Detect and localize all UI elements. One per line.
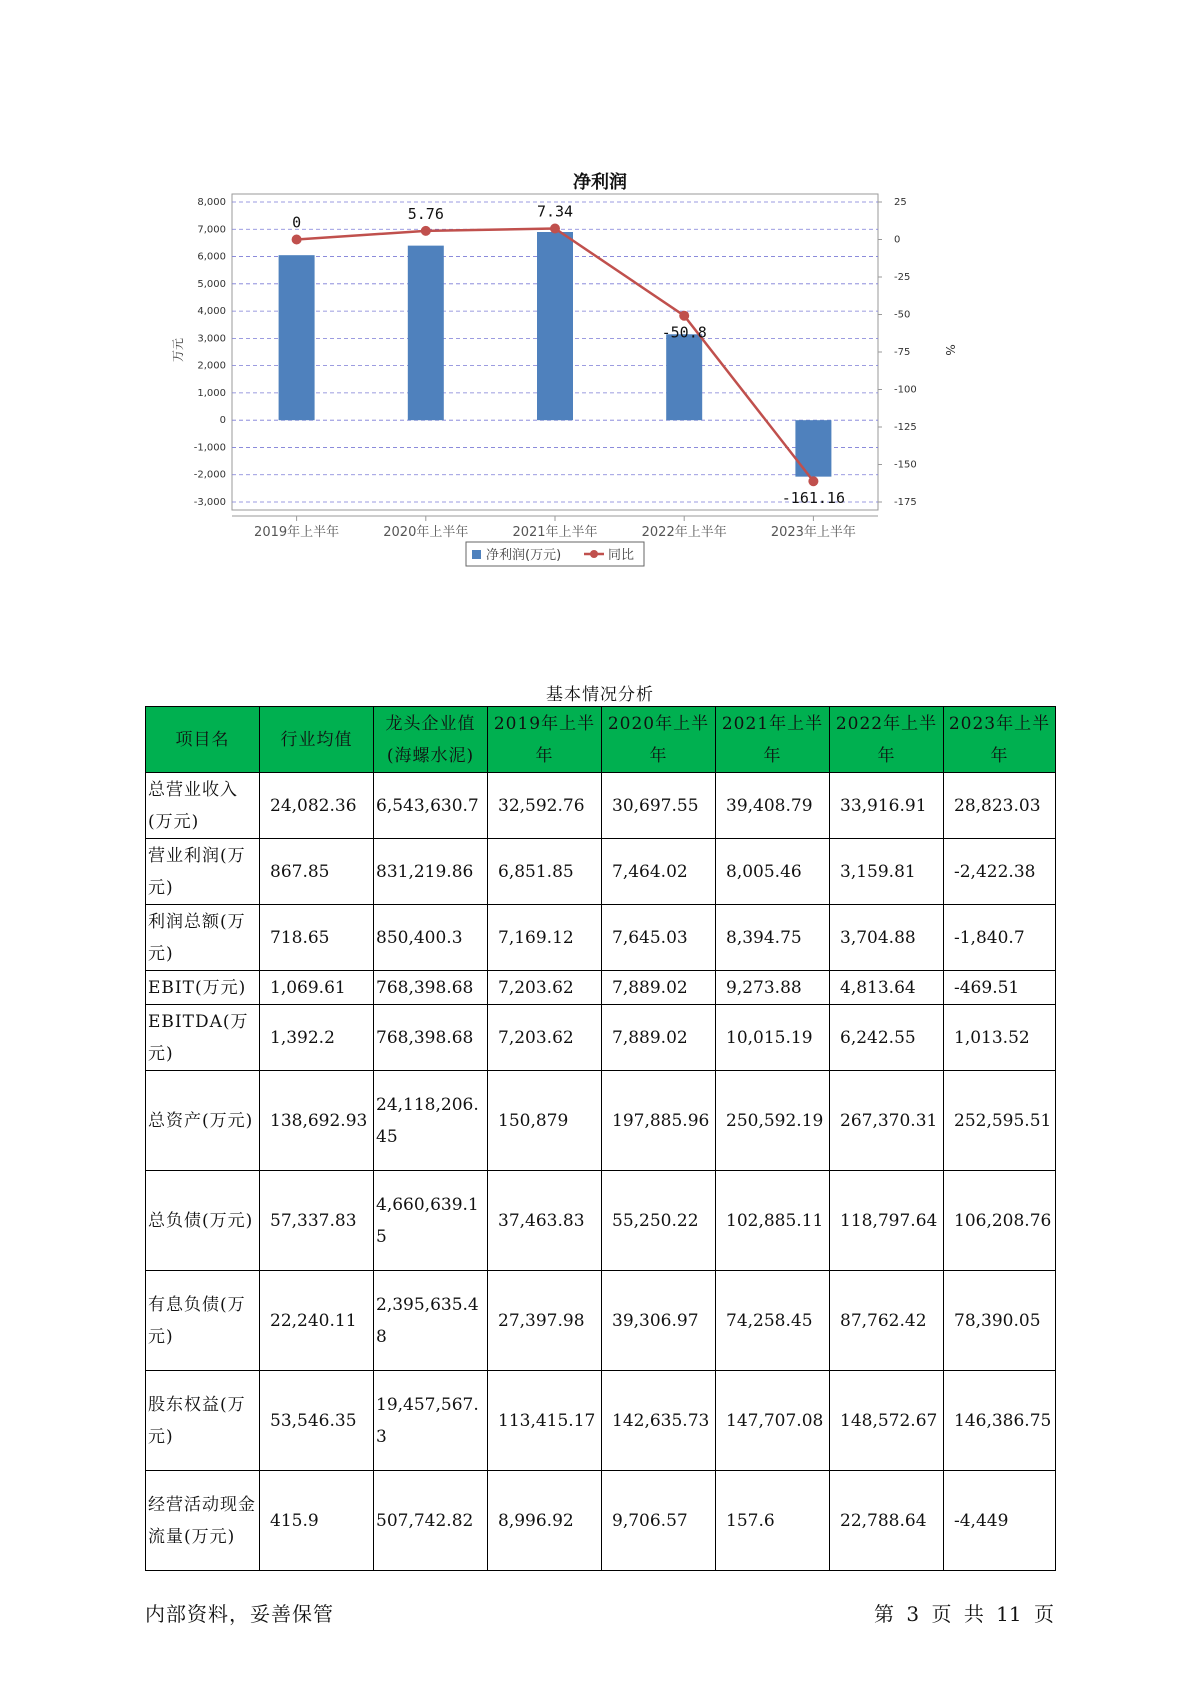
value-cell: 78,390.05 <box>944 1271 1056 1371</box>
table-row <box>146 839 1056 905</box>
row-label-cell: 有息负债(万元) <box>146 1271 260 1371</box>
table-row <box>146 1005 1056 1071</box>
table-row <box>146 1371 1056 1471</box>
value-cell: 10,015.19 <box>716 1005 830 1071</box>
table-row <box>146 773 1056 839</box>
row-label-cell: 总资产(万元) <box>146 1071 260 1171</box>
value-cell: 28,823.03 <box>944 773 1056 839</box>
net-profit-chart <box>170 160 1020 630</box>
value-cell: 32,592.76 <box>488 773 602 839</box>
table-row <box>146 905 1056 971</box>
yoy-point <box>550 223 560 233</box>
value-cell: 7,464.02 <box>602 839 716 905</box>
value-cell: 1,069.61 <box>260 971 374 1005</box>
value-cell: 24,118,206.45 <box>374 1071 488 1171</box>
value-cell: 39,306.97 <box>602 1271 716 1371</box>
value-cell: 87,762.42 <box>830 1271 944 1371</box>
value-cell: 8,394.75 <box>716 905 830 971</box>
legend-line-marker <box>590 550 598 558</box>
right-tick-label: -175 <box>894 497 917 508</box>
left-tick-label: 2,000 <box>197 360 226 372</box>
value-cell: 4,660,639.15 <box>374 1171 488 1271</box>
value-cell: 507,742.82 <box>374 1471 488 1571</box>
footer-confidential: 内部资料，妥善保管 <box>145 1602 334 1626</box>
x-tick-label: 2020年上半年 <box>383 525 469 540</box>
value-cell: 7,889.02 <box>602 1005 716 1071</box>
right-tick-label: -125 <box>894 422 917 433</box>
value-cell: 150,879 <box>488 1071 602 1171</box>
row-label-cell: EBITDA(万元) <box>146 1005 260 1071</box>
legend-bar-swatch <box>472 550 481 559</box>
header-cell: 行业均值 <box>260 707 374 773</box>
left-axis-label: 万元 <box>171 337 185 363</box>
left-tick-label: 5,000 <box>197 278 226 290</box>
table-header-row <box>146 707 1056 773</box>
value-cell: 6,851.85 <box>488 839 602 905</box>
bar <box>666 334 702 420</box>
header-cell: 2020年上半年 <box>602 707 716 773</box>
row-label-cell: 总营业收入(万元) <box>146 773 260 839</box>
value-cell: 1,013.52 <box>944 1005 1056 1071</box>
value-cell: 39,408.79 <box>716 773 830 839</box>
data-label: 5.76 <box>407 204 444 223</box>
yoy-point <box>421 226 431 236</box>
value-cell: 6,543,630.7 <box>374 773 488 839</box>
value-cell: 146,386.75 <box>944 1371 1056 1471</box>
value-cell: -469.51 <box>944 971 1056 1005</box>
value-cell: 2,395,635.48 <box>374 1271 488 1371</box>
right-tick-label: -25 <box>894 272 911 283</box>
left-tick-label: -2,000 <box>193 469 226 481</box>
value-cell: 27,397.98 <box>488 1271 602 1371</box>
value-cell: 30,697.55 <box>602 773 716 839</box>
value-cell: 102,885.11 <box>716 1171 830 1271</box>
value-cell: 7,203.62 <box>488 971 602 1005</box>
x-tick-label: 2021年上半年 <box>512 525 598 540</box>
right-tick-label: -50 <box>894 309 911 321</box>
value-cell: 415.9 <box>260 1471 374 1571</box>
value-cell: 267,370.31 <box>830 1071 944 1171</box>
value-cell: 867.85 <box>260 839 374 905</box>
value-cell: 7,169.12 <box>488 905 602 971</box>
table-title: 基本情况分析 <box>546 685 654 705</box>
table-row <box>146 971 1056 1005</box>
table-row <box>146 1071 1056 1171</box>
value-cell: 768,398.68 <box>374 1005 488 1071</box>
header-cell: 2019年上半年 <box>488 707 602 773</box>
value-cell: 53,546.35 <box>260 1371 374 1471</box>
bar <box>279 255 315 420</box>
left-tick-label: 4,000 <box>197 306 226 318</box>
value-cell: 1,392.2 <box>260 1005 374 1071</box>
value-cell: 7,645.03 <box>602 905 716 971</box>
value-cell: 7,203.62 <box>488 1005 602 1071</box>
value-cell: -4,449 <box>944 1471 1056 1571</box>
value-cell: 250,592.19 <box>716 1071 830 1171</box>
value-cell: 9,706.57 <box>602 1471 716 1571</box>
left-tick-label: 7,000 <box>197 224 226 236</box>
value-cell: 831,219.86 <box>374 839 488 905</box>
right-tick-label: -100 <box>894 384 917 396</box>
row-label-cell: 营业利润(万元) <box>146 839 260 905</box>
right-tick-label: 0 <box>894 234 901 246</box>
value-cell: 33,916.91 <box>830 773 944 839</box>
value-cell: 7,889.02 <box>602 971 716 1005</box>
right-tick-label: -75 <box>894 347 911 358</box>
legend-line-label: 同比 <box>608 548 635 563</box>
x-tick-label: 2022年上半年 <box>641 525 727 540</box>
value-cell: 19,457,567.3 <box>374 1371 488 1471</box>
value-cell: 850,400.3 <box>374 905 488 971</box>
right-tick-label: -150 <box>894 459 917 471</box>
value-cell: 4,813.64 <box>830 971 944 1005</box>
left-tick-label: 6,000 <box>197 251 226 263</box>
value-cell: 157.6 <box>716 1471 830 1571</box>
yoy-point <box>808 476 818 486</box>
value-cell: 8,005.46 <box>716 839 830 905</box>
right-axis-label: % <box>943 344 957 356</box>
data-label: 0 <box>292 213 302 232</box>
value-cell: 55,250.22 <box>602 1171 716 1271</box>
value-cell: -2,422.38 <box>944 839 1056 905</box>
footer-page-number: 第 3 页 共 11 页 <box>874 1602 1054 1626</box>
legend-bar-label: 净利润(万元) <box>486 548 562 563</box>
value-cell: 197,885.96 <box>602 1071 716 1171</box>
basic-analysis-table <box>145 706 1056 1571</box>
value-cell: 718.65 <box>260 905 374 971</box>
value-cell: 57,337.83 <box>260 1171 374 1271</box>
table-row <box>146 1471 1056 1571</box>
left-tick-label: -1,000 <box>193 442 226 454</box>
bar <box>408 246 444 421</box>
value-cell: 74,258.45 <box>716 1271 830 1371</box>
value-cell: 8,996.92 <box>488 1471 602 1571</box>
value-cell: 3,159.81 <box>830 839 944 905</box>
left-tick-label: -3,000 <box>193 497 226 508</box>
right-tick-label: 25 <box>894 197 907 208</box>
value-cell: 22,788.64 <box>830 1471 944 1571</box>
value-cell: -1,840.7 <box>944 905 1056 971</box>
bar <box>537 232 573 420</box>
header-cell: 龙头企业值(海螺水泥) <box>374 707 488 773</box>
table-row <box>146 1171 1056 1271</box>
data-label: 7.34 <box>536 202 574 221</box>
yoy-point <box>292 235 302 245</box>
header-cell: 项目名 <box>146 707 260 773</box>
left-tick-label: 1,000 <box>197 387 226 399</box>
header-cell: 2023年上半年 <box>944 707 1056 773</box>
value-cell: 138,692.93 <box>260 1071 374 1171</box>
value-cell: 9,273.88 <box>716 971 830 1005</box>
value-cell: 142,635.73 <box>602 1371 716 1471</box>
row-label-cell: EBIT(万元) <box>146 971 260 1005</box>
row-label-cell: 股东权益(万元) <box>146 1371 260 1471</box>
bar <box>795 420 831 476</box>
left-tick-label: 3,000 <box>197 333 226 345</box>
row-label-cell: 总负债(万元) <box>146 1171 260 1271</box>
left-tick-label: 0 <box>219 415 226 427</box>
value-cell: 37,463.83 <box>488 1171 602 1271</box>
value-cell: 106,208.76 <box>944 1171 1056 1271</box>
chart-canvas <box>170 160 1020 630</box>
header-cell: 2022年上半年 <box>830 707 944 773</box>
data-label: -161.16 <box>781 489 846 508</box>
value-cell: 148,572.67 <box>830 1371 944 1471</box>
value-cell: 3,704.88 <box>830 905 944 971</box>
value-cell: 22,240.11 <box>260 1271 374 1371</box>
value-cell: 113,415.17 <box>488 1371 602 1471</box>
value-cell: 118,797.64 <box>830 1171 944 1271</box>
table-row <box>146 1271 1056 1371</box>
chart-title: 净利润 <box>573 172 627 193</box>
data-label: -50.8 <box>661 323 707 342</box>
value-cell: 768,398.68 <box>374 971 488 1005</box>
value-cell: 6,242.55 <box>830 1005 944 1071</box>
value-cell: 252,595.51 <box>944 1071 1056 1171</box>
yoy-point <box>679 311 689 321</box>
row-label-cell: 经营活动现金流量(万元) <box>146 1471 260 1571</box>
row-label-cell: 利润总额(万元) <box>146 905 260 971</box>
value-cell: 147,707.08 <box>716 1371 830 1471</box>
header-cell: 2021年上半年 <box>716 707 830 773</box>
x-tick-label: 2019年上半年 <box>254 525 340 540</box>
value-cell: 24,082.36 <box>260 773 374 839</box>
left-tick-label: 8,000 <box>197 197 226 208</box>
x-tick-label: 2023年上半年 <box>770 525 856 540</box>
